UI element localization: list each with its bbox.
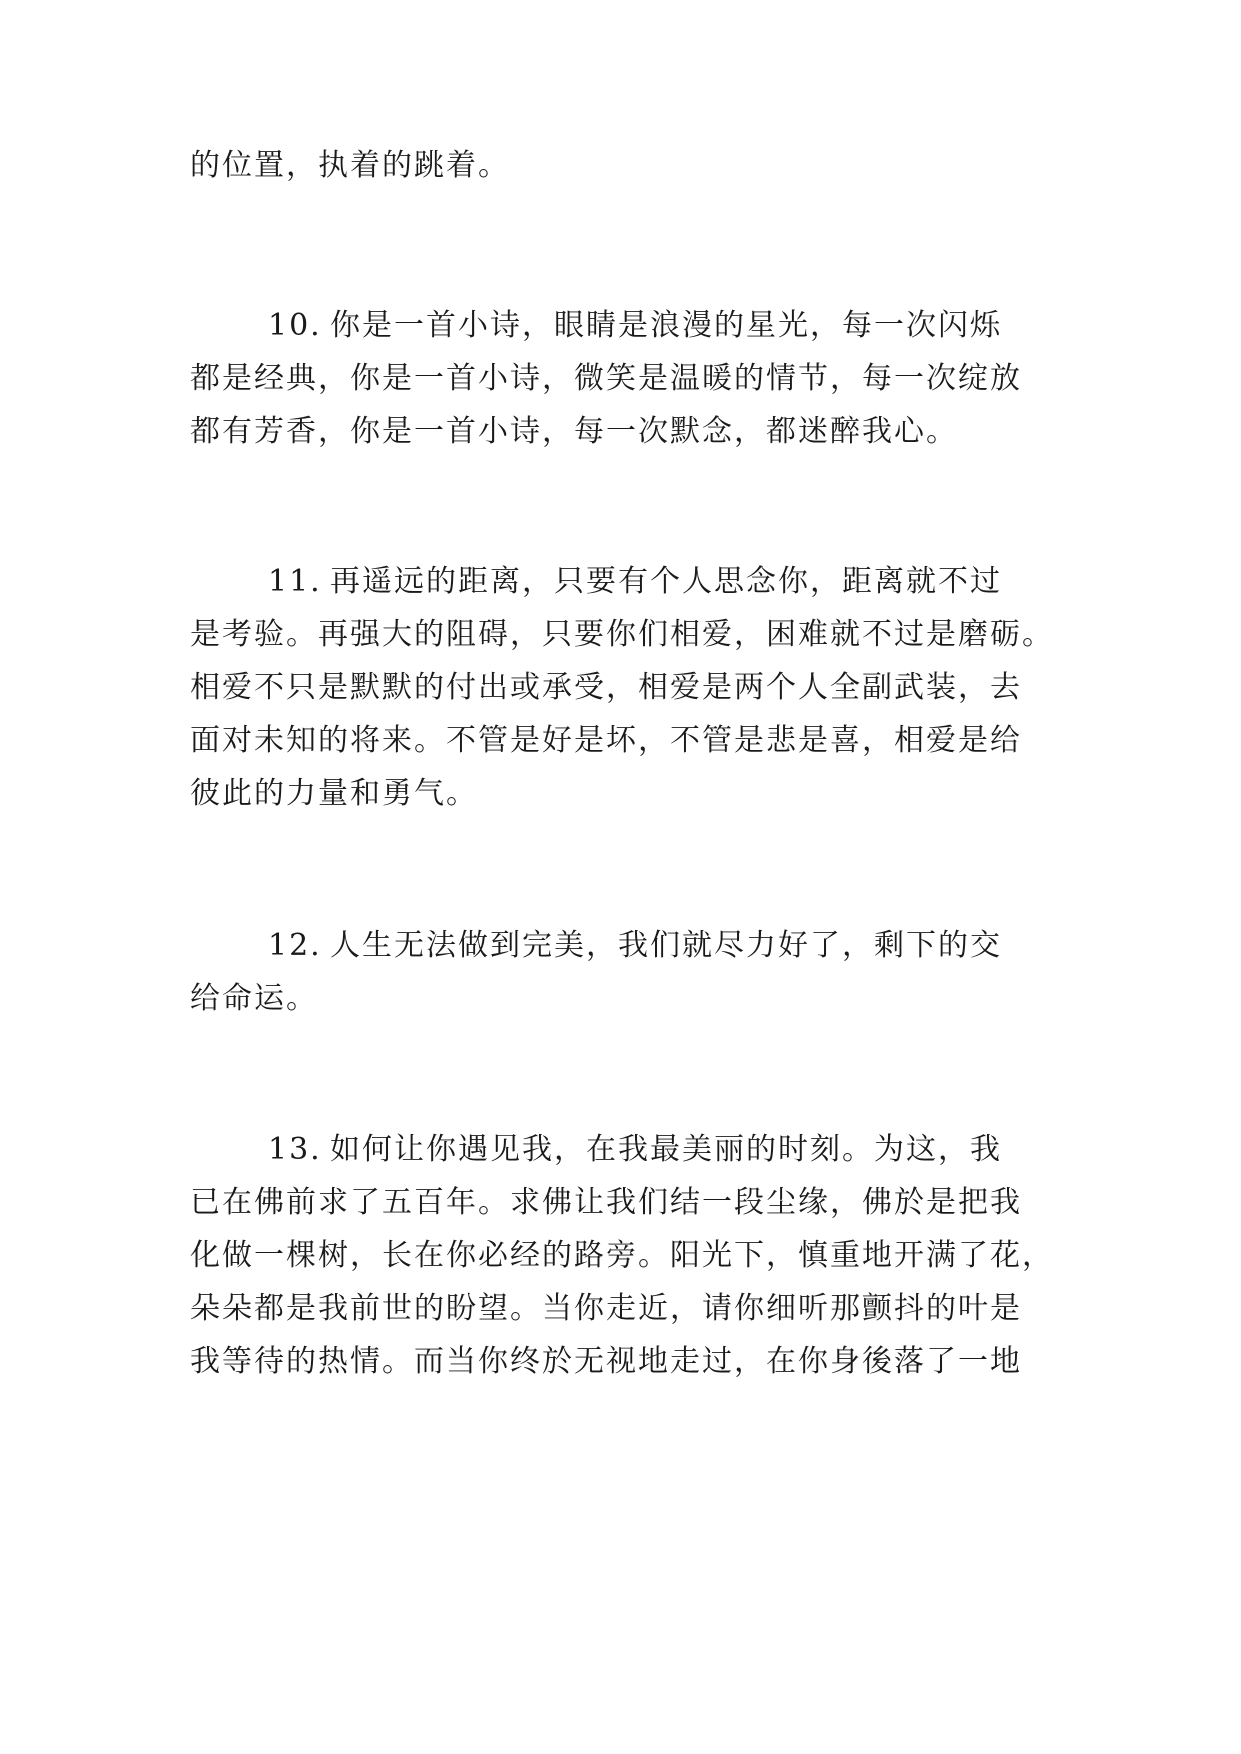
paragraph-line: 已在佛前求了五百年。求佛让我们结一段尘缘，佛於是把我 [190, 1185, 1022, 1220]
paragraph-first-line [268, 1130, 1002, 1170]
paragraph-line: 面对未知的将来。不管是好是坏，不管是悲是喜，相爱是给 [190, 723, 1022, 758]
paragraph-line: 相爱不只是默默的付出或承受，相爱是两个人全副武装，去 [190, 670, 1022, 705]
item-number: 11. [268, 564, 322, 599]
paragraph-line: 我等待的热情。而当你终於无视地走过，在你身後落了一地 [190, 1344, 1022, 1379]
paragraph-line: 给命运。 [190, 981, 318, 1016]
paragraph-line: 都是经典，你是一首小诗，微笑是温暖的情节，每一次绽放 [190, 361, 1022, 396]
paragraph-line: 彼此的力量和勇气。 [190, 776, 478, 811]
paragraph-line: 如何让你遇见我，在我最美丽的时刻。为这，我 [330, 1132, 1002, 1167]
paragraph-line: 是考验。再强大的阻碍，只要你们相爱，困难就不过是磨砺。 [190, 617, 1054, 652]
paragraph-line: 再遥远的距离，只要有个人思念你，距离就不过 [330, 564, 1002, 599]
paragraph-line: 你是一首小诗，眼睛是浪漫的星光，每一次闪烁 [330, 308, 1002, 343]
paragraph-first-line [268, 562, 1002, 602]
paragraph-line: 都有芳香，你是一首小诗，每一次默念，都迷醉我心。 [190, 414, 958, 449]
paragraph-line: 化做一棵树，长在你必经的路旁。阳光下，慎重地开满了花， [190, 1238, 1054, 1273]
item-number: 10. [268, 308, 322, 343]
item-number: 13. [268, 1132, 322, 1167]
paragraph-line: 人生无法做到完美，我们就尽力好了，剩下的交 [330, 928, 1002, 963]
paragraph-first-line [268, 306, 1002, 346]
paragraph-line: 朵朵都是我前世的盼望。当你走近，请你细听那颤抖的叶是 [190, 1291, 1022, 1326]
paragraph-line: 的位置，执着的跳着。 [190, 148, 510, 183]
item-number: 12. [268, 928, 322, 963]
paragraph-first-line [268, 926, 1002, 966]
